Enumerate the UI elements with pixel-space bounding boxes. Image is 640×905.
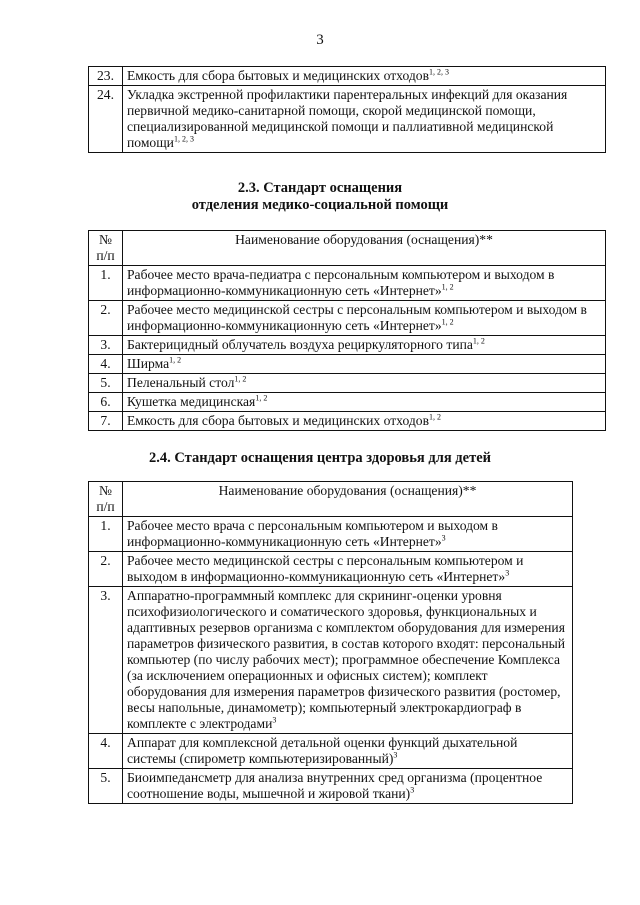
row-equipment-name: [123, 301, 606, 336]
footnote-marker: 1, 2: [234, 374, 247, 384]
header-name: Наименование оборудования (оснащения)**: [123, 231, 606, 266]
table-header-row: [89, 482, 573, 517]
table-row: [89, 587, 573, 734]
equipment-name-text: Рабочее место врача-педиатра с персональным компьютером и выходом в информационно-коммуникационную сеть «Интернет»: [127, 267, 555, 298]
table-row: [89, 517, 573, 552]
row-number: 23.: [89, 67, 123, 86]
table-row: [89, 355, 606, 374]
row-number: 4.: [89, 734, 123, 769]
row-number: 1.: [89, 517, 123, 552]
row-equipment-name: [123, 587, 573, 734]
footnote-marker: 3: [441, 533, 446, 543]
header-num: № п/п: [89, 482, 123, 517]
row-equipment-name: [123, 355, 606, 374]
row-number: 5.: [89, 769, 123, 804]
row-equipment-name: [123, 336, 606, 355]
table-row: [89, 552, 573, 587]
equipment-name-text: Рабочее место врача с персональным компьютером и выходом в информационно-коммуникационную сеть «Интернет»: [127, 518, 498, 549]
equipment-table-health-center: [88, 481, 573, 804]
equipment-name-text: Бактерицидный облучатель воздуха рециркуляторного типа: [127, 337, 473, 352]
footnote-marker: 1, 2: [255, 393, 268, 403]
row-equipment-name: [123, 412, 606, 431]
header-num: № п/п: [89, 231, 123, 266]
footnote-marker: 3: [272, 715, 277, 725]
equipment-name-text: Рабочее место медицинской сестры с персональным компьютером и выходом в информационно-коммуникационную сеть «Интернет»: [127, 302, 587, 333]
table-header-row: [89, 231, 606, 266]
row-equipment-name: [123, 769, 573, 804]
table-row: [89, 393, 606, 412]
equipment-name-text: Биоимпедансметр для анализа внутренних сред организма (процентное соотношение воды, мышечной и жировой ткани): [127, 770, 543, 801]
equipment-name-text: Укладка экстренной профилактики парентеральных инфекций для оказания первичной медико-санитарной помощи, скорой медицинской помощи, специализированной медицинской помощи и паллиативной медицинской помощи: [127, 87, 568, 150]
table-row: [89, 734, 573, 769]
footnote-marker: 3: [410, 785, 415, 795]
footnote-marker: 1, 2, 3: [173, 134, 194, 144]
equipment-name-text: Аппаратно-программный комплекс для скрининг-оценки уровня психофизиологического и соматического здоровья, функциональных и адаптивных резервов организма с комплектом оборудования для измерения параметров физического развития, в состав которого входят: персональный компьютер (по числу рабочих мест); программное обеспечение Комплекса (за исключением операционных и офисных систем); комплект оборудования для измерения параметров физического развития (ростомер, весы напольные, динамометр); компьютерный электрокардиограф в комплекте с электродами: [127, 588, 566, 731]
header-name: Наименование оборудования (оснащения)**: [123, 482, 573, 517]
row-equipment-name: [123, 734, 573, 769]
section-2-3-title-line1: 2.3. Стандарт оснащения: [237, 180, 403, 196]
row-equipment-name: [123, 552, 573, 587]
row-number: 4.: [89, 355, 123, 374]
table-row: [89, 266, 606, 301]
row-number: 3.: [89, 587, 123, 734]
footnote-marker: 1, 2: [169, 355, 182, 365]
table-row: [89, 374, 606, 393]
row-number: 6.: [89, 393, 123, 412]
row-equipment-name: [123, 374, 606, 393]
section-2-3-title: [0, 180, 640, 214]
row-equipment-name: [123, 67, 606, 86]
footnote-marker: 1, 2: [472, 336, 485, 346]
row-number: 2.: [89, 552, 123, 587]
table-row: [89, 412, 606, 431]
row-equipment-name: [123, 86, 606, 153]
row-number: 2.: [89, 301, 123, 336]
table-row: [89, 301, 606, 336]
row-number: 24.: [89, 86, 123, 153]
equipment-name-text: Кушетка медицинская: [127, 394, 256, 409]
table-row: [89, 336, 606, 355]
page-number: 3: [316, 32, 324, 48]
row-equipment-name: [123, 517, 573, 552]
footnote-marker: 1, 2: [441, 282, 454, 292]
row-number: 7.: [89, 412, 123, 431]
equipment-name-text: Аппарат для комплексной детальной оценки функций дыхательной системы (спирометр компьютеризированный): [127, 735, 518, 766]
row-number: 3.: [89, 336, 123, 355]
table-row: [89, 769, 573, 804]
footnote-marker: 1, 2: [441, 317, 454, 327]
equipment-table-medico-social: [88, 230, 606, 431]
equipment-name-text: Рабочее место медицинской сестры с персональным компьютером и выходом в информационно-коммуникационную сеть «Интернет»: [127, 553, 524, 584]
table-row: [89, 86, 606, 153]
equipment-name-text: Ширма: [127, 356, 170, 371]
row-number: 5.: [89, 374, 123, 393]
equipment-name-text: Емкость для сбора бытовых и медицинских отходов: [127, 413, 430, 428]
section-2-4-title: 2.4. Стандарт оснащения центра здоровья для детей: [149, 450, 491, 466]
row-equipment-name: [123, 393, 606, 412]
footnote-marker: 1, 2: [429, 412, 442, 422]
equipment-name-text: Пеленальный стол: [127, 375, 235, 390]
equipment-table-continued: [88, 66, 606, 153]
equipment-name-text: Емкость для сбора бытовых и медицинских отходов: [127, 68, 430, 83]
footnote-marker: 1, 2, 3: [429, 67, 450, 77]
footnote-marker: 3: [393, 750, 398, 760]
footnote-marker: 3: [505, 568, 510, 578]
row-number: 1.: [89, 266, 123, 301]
row-equipment-name: [123, 266, 606, 301]
table-row: [89, 67, 606, 86]
section-2-3-title-line2: отделения медико-социальной помощи: [191, 197, 449, 213]
